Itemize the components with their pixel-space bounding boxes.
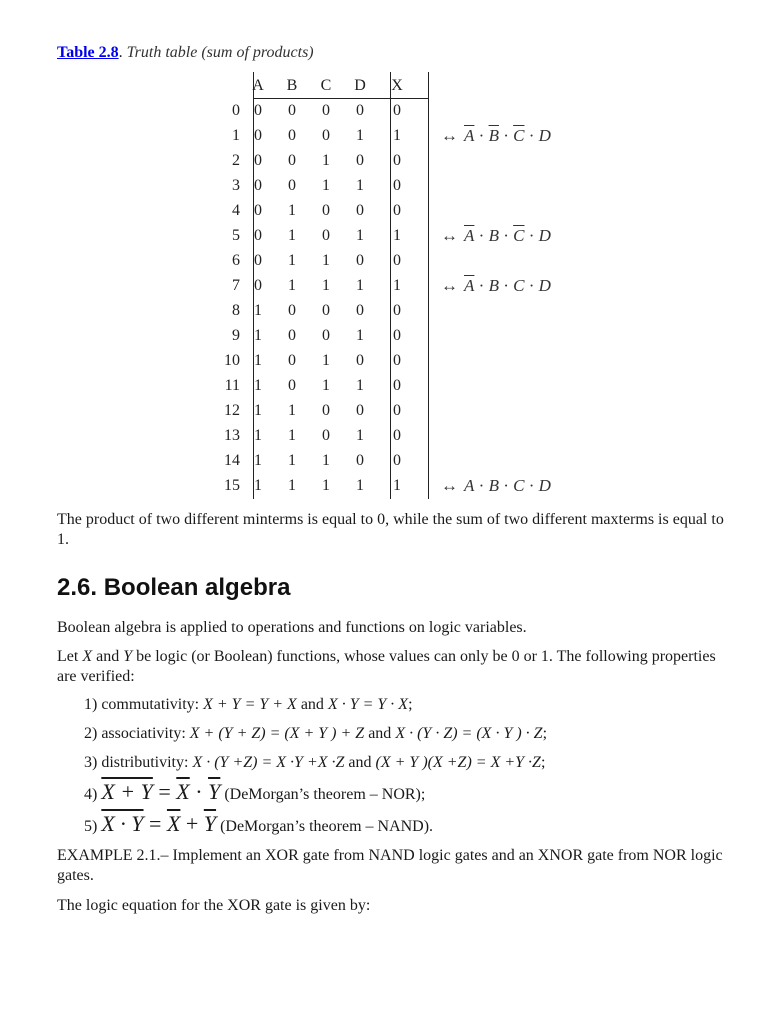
row-index: 12 — [224, 402, 240, 419]
table-cell-c: 0 — [322, 202, 330, 219]
table-cell-a: 1 — [254, 377, 262, 394]
minterm-var-b: B — [488, 226, 499, 245]
table-cell-x: 0 — [393, 252, 401, 269]
p3-expr: X · (Y +Z) = X ·Y +X ·Z — [192, 754, 345, 771]
table-cell-d: 0 — [356, 402, 364, 419]
row-index: 5 — [232, 227, 240, 244]
p2-and: and — [364, 725, 396, 742]
table-cell-d: 1 — [356, 477, 364, 494]
table-cell-b: 0 — [288, 152, 296, 169]
minterm-expression — [441, 126, 551, 146]
table-cell-b: 1 — [288, 402, 296, 419]
table-right-border — [428, 72, 429, 499]
table-cell-b: 1 — [288, 477, 296, 494]
minterm-expression — [441, 276, 551, 296]
and-dot: · — [474, 476, 489, 495]
column-header-c: C — [320, 77, 332, 94]
minterm-var-c: $\overline{C}$ — [513, 126, 525, 145]
row-index: 1 — [232, 127, 240, 144]
p4-r2: $\overline{Y}$ — [208, 779, 221, 804]
table-cell-a: 0 — [254, 102, 262, 119]
p4-label: 4) — [84, 786, 102, 803]
table-caption — [57, 44, 314, 62]
table-cell-c: 1 — [322, 352, 330, 369]
and-dot: · — [524, 476, 539, 495]
row-index: 8 — [232, 302, 240, 319]
minterm-var-d: D — [538, 126, 551, 145]
table-cell-b: 0 — [288, 327, 296, 344]
table-cell-b: 1 — [288, 252, 296, 269]
p5-op: + — [180, 811, 204, 836]
table-cell-b: 0 — [288, 302, 296, 319]
table-cell-d: 0 — [356, 352, 364, 369]
column-header-b: B — [286, 77, 298, 94]
properties-text: be logic (or Boolean) functions, whose values can only be 0 or 1. The following properties are verified: — [57, 648, 716, 685]
p2-expr: X + (Y + Z) = (X + Y ) + Z — [189, 725, 365, 742]
table-cell-c: 1 — [322, 252, 330, 269]
table-cell-b: 0 — [288, 102, 296, 119]
p2-expr2: X · (Y · Z) = (X · Y ) · Z — [395, 725, 543, 742]
table-cell-a: 0 — [254, 152, 262, 169]
table-cell-c: 1 — [322, 477, 330, 494]
p4-r1: $\overline{X}$ — [176, 779, 190, 804]
table-cell-x: 1 — [393, 227, 401, 244]
row-index: 7 — [232, 277, 240, 294]
minterm-var-a: $\overline{A}$ — [464, 226, 475, 245]
table-cell-b: 1 — [288, 277, 296, 294]
let-text: Let — [57, 648, 83, 665]
and-dot: · — [524, 276, 539, 295]
p5-eq: = — [143, 811, 167, 836]
minterm-var-b: B — [488, 276, 499, 295]
row-index: 15 — [224, 477, 240, 494]
table-cell-x: 0 — [393, 152, 401, 169]
table-cell-c: 0 — [322, 402, 330, 419]
table-cell-c: 0 — [322, 327, 330, 344]
minterm-expression — [441, 226, 551, 246]
p4-eq: = — [152, 779, 177, 804]
table-cell-d: 1 — [356, 177, 364, 194]
p3-expr2: (X + Y )(X +Z) = X +Y ·Z — [375, 754, 541, 771]
caption-separator: . — [118, 44, 123, 61]
table-cell-x: 0 — [393, 327, 401, 344]
minterm-var-d: D — [538, 226, 551, 245]
property-demorgan-nor — [84, 779, 426, 805]
table-cell-c: 1 — [322, 177, 330, 194]
table-cell-c: 0 — [322, 127, 330, 144]
section-heading: 2.6. Boolean algebra — [57, 574, 291, 601]
table-cell-a: 0 — [254, 277, 262, 294]
table-cell-b: 1 — [288, 227, 296, 244]
row-index: 3 — [232, 177, 240, 194]
table-cell-d: 0 — [356, 252, 364, 269]
p1-label: 1) commutativity: — [84, 696, 204, 713]
table-cell-c: 0 — [322, 427, 330, 444]
table-cell-c: 0 — [322, 302, 330, 319]
and-dot: · — [498, 276, 514, 295]
table-cell-b: 0 — [288, 177, 296, 194]
p3-and: and — [344, 754, 376, 771]
p1-expr: X + Y = Y + X — [203, 696, 297, 713]
p5-note: (DeMorgan’s theorem – NAND). — [216, 818, 434, 835]
table-cell-a: 0 — [254, 177, 262, 194]
equivalence-arrow: ↔ — [441, 126, 458, 145]
table-cell-c: 0 — [322, 102, 330, 119]
table-cell-c: 1 — [322, 152, 330, 169]
table-cell-d: 0 — [356, 452, 364, 469]
p5-r1: $\overline{X}$ — [166, 811, 181, 836]
table-cell-d: 0 — [356, 202, 364, 219]
minterm-var-c: $\overline{C}$ — [513, 226, 525, 245]
and-text: and — [92, 648, 124, 665]
table-cell-x: 0 — [393, 102, 401, 119]
row-index: 10 — [224, 352, 240, 369]
table-cell-b: 1 — [288, 452, 296, 469]
p1-and: and — [296, 696, 328, 713]
table-cell-x: 0 — [393, 302, 401, 319]
p5-r2: $\overline{Y}$ — [203, 811, 217, 836]
var-x: X — [82, 648, 93, 665]
table-cell-d: 1 — [356, 427, 364, 444]
and-dot: · — [498, 126, 514, 145]
table-cell-c: 1 — [322, 377, 330, 394]
table-cell-c: 1 — [322, 452, 330, 469]
table-cell-a: 1 — [254, 327, 262, 344]
column-header-x: X — [391, 77, 403, 94]
and-dot: · — [498, 476, 514, 495]
var-y: Y — [123, 648, 133, 665]
table-link[interactable]: Table 2.8 — [57, 44, 119, 61]
minterm-var-a: $\overline{A}$ — [464, 126, 475, 145]
table-cell-x: 1 — [393, 127, 401, 144]
p3-end: ; — [540, 754, 546, 771]
table-cell-a: 0 — [254, 127, 262, 144]
row-index: 6 — [232, 252, 240, 269]
minterm-var-c: C — [513, 276, 525, 295]
p1-end: ; — [408, 696, 413, 713]
table-cell-d: 1 — [356, 377, 364, 394]
minterm-var-b: $\overline{B}$ — [488, 126, 499, 145]
row-index: 9 — [232, 327, 240, 344]
minterm-var-c: C — [513, 476, 525, 495]
property-demorgan-nand — [84, 811, 434, 837]
minterm-var-a: A — [464, 476, 475, 495]
table-cell-a: 1 — [254, 452, 262, 469]
property-associativity — [84, 724, 547, 744]
table-cell-x: 0 — [393, 202, 401, 219]
and-dot: · — [474, 126, 489, 145]
row-index: 13 — [224, 427, 240, 444]
row-index: 11 — [224, 377, 240, 394]
row-index: 4 — [232, 202, 240, 219]
table-cell-a: 1 — [254, 302, 262, 319]
paragraph-minterms: The product of two different minterms is equal to 0, while the sum of two different maxterms is equal to 1. — [57, 511, 724, 548]
and-dot: · — [524, 126, 539, 145]
p1-expr2: X · Y = Y · X — [327, 696, 409, 713]
table-cell-a: 1 — [254, 427, 262, 444]
table-cell-d: 0 — [356, 152, 364, 169]
table-cell-b: 0 — [288, 352, 296, 369]
table-cell-x: 0 — [393, 452, 401, 469]
table-cell-c: 1 — [322, 277, 330, 294]
table-cell-d: 0 — [356, 102, 364, 119]
property-distributivity — [84, 753, 545, 773]
table-cell-a: 1 — [254, 352, 262, 369]
table-cell-d: 1 — [356, 327, 364, 344]
and-dot: · — [474, 226, 489, 245]
p4-lhs: X + Y — [101, 779, 153, 804]
minterm-expression — [441, 476, 551, 496]
xor-equation-intro: The logic equation for the XOR gate is given by: — [57, 897, 371, 914]
minterm-var-a: $\overline{A}$ — [464, 276, 475, 295]
row-index: 14 — [224, 452, 240, 469]
table-cell-a: 1 — [254, 477, 262, 494]
table-cell-a: 0 — [254, 202, 262, 219]
table-cell-a: 0 — [254, 252, 262, 269]
table-cell-d: 1 — [356, 127, 364, 144]
example-paragraph: EXAMPLE 2.1.– Implement an XOR gate from NAND logic gates and an XNOR gate from NOR logic gates. — [57, 847, 723, 884]
table-header-rule — [253, 98, 429, 99]
table-cell-d: 1 — [356, 277, 364, 294]
table-cell-x: 0 — [393, 177, 401, 194]
p3-label: 3) distributivity: — [84, 754, 193, 771]
row-index: 2 — [232, 152, 240, 169]
equivalence-arrow: ↔ — [441, 276, 458, 295]
p2-end: ; — [542, 725, 548, 742]
minterm-var-b: B — [488, 476, 499, 495]
table-cell-b: 0 — [288, 377, 296, 394]
table-cell-d: 1 — [356, 227, 364, 244]
equivalence-arrow: ↔ — [441, 476, 458, 495]
p5-lhs: X · Y — [101, 811, 144, 836]
table-cell-b: 0 — [288, 127, 296, 144]
column-header-a: A — [252, 77, 264, 94]
table-cell-c: 0 — [322, 227, 330, 244]
property-commutativity — [84, 695, 413, 715]
minterm-var-d: D — [538, 476, 551, 495]
table-cell-d: 0 — [356, 302, 364, 319]
table-cell-x: 0 — [393, 427, 401, 444]
p2-label: 2) associativity: — [84, 725, 190, 742]
equivalence-arrow: ↔ — [441, 226, 458, 245]
table-cell-x: 1 — [393, 277, 401, 294]
truth-table — [57, 70, 617, 500]
table-cell-a: 0 — [254, 227, 262, 244]
and-dot: · — [498, 226, 514, 245]
p4-op: · — [189, 779, 209, 804]
and-dot: · — [474, 276, 489, 295]
minterm-var-d: D — [538, 276, 551, 295]
p5-label: 5) — [84, 818, 102, 835]
table-cell-x: 1 — [393, 477, 401, 494]
paragraph-let — [57, 647, 729, 687]
table-cell-x: 0 — [393, 377, 401, 394]
and-dot: · — [524, 226, 539, 245]
p4-note: (DeMorgan’s theorem – NOR); — [220, 786, 426, 803]
paragraph-intro: Boolean algebra is applied to operations and functions on logic variables. — [57, 619, 527, 636]
row-index: 0 — [232, 102, 240, 119]
table-cell-x: 0 — [393, 402, 401, 419]
table-cell-b: 1 — [288, 202, 296, 219]
table-cell-b: 1 — [288, 427, 296, 444]
table-cell-a: 1 — [254, 402, 262, 419]
column-header-d: D — [354, 77, 366, 94]
table-cell-x: 0 — [393, 352, 401, 369]
table-title: Truth table (sum of products) — [126, 44, 314, 61]
